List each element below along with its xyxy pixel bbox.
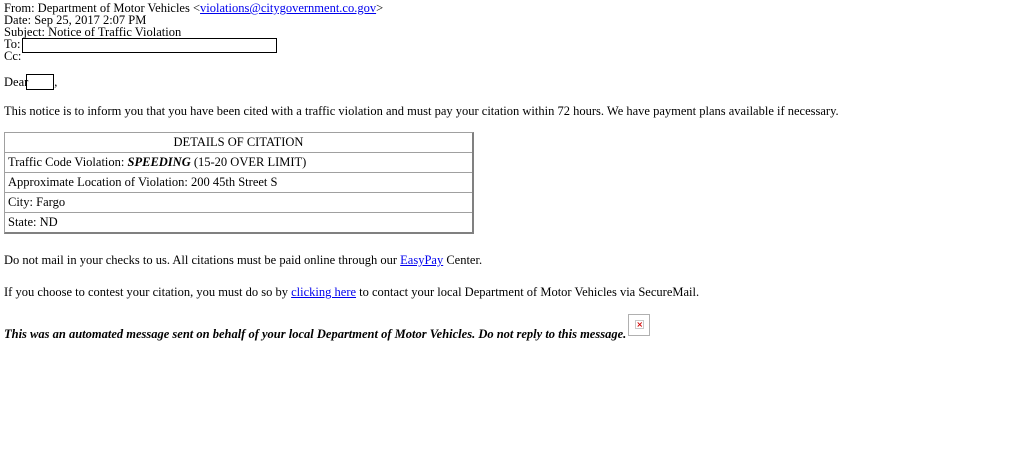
table-row [5, 153, 472, 173]
table-row [5, 193, 472, 213]
automated-notice [4, 314, 1020, 342]
automated-text: This was an automated message sent on behalf of your local Department of Motor Vehicles. Do not reply to this message. [4, 327, 627, 341]
header-subject: Subject: Notice of Traffic Violation [4, 25, 182, 39]
greeting-text: Dear [4, 75, 29, 89]
from-email-link[interactable]: violations@citygovernment.co.gov [200, 1, 377, 15]
broken-image-x-glyph: × [636, 320, 644, 329]
from-close: > [376, 1, 384, 15]
citation-violation [5, 153, 472, 173]
header-cc: Cc: [4, 49, 22, 63]
email-message [4, 0, 1020, 342]
header-from [4, 2, 1020, 14]
to-redacted-box [22, 38, 277, 53]
clicking-here-link[interactable]: clicking here [291, 285, 357, 299]
contest-text-after: to contact your local Department of Motor Vehicles via SecureMail. [356, 285, 700, 299]
greeting [4, 74, 1020, 90]
recipient-name-redacted-box [26, 74, 54, 90]
easypay-link[interactable]: EasyPay [400, 253, 444, 267]
violation-label: Traffic Code Violation: [8, 155, 128, 169]
table-row [5, 213, 472, 232]
citation-state: State: ND [8, 215, 58, 229]
table-row [5, 173, 472, 193]
from-label: From: Department of Motor Vehicles < [4, 1, 201, 15]
citation-location: Approximate Location of Violation: 200 45th Street S [5, 173, 472, 193]
to-label: To: [4, 37, 21, 51]
violation-detail: (15-20 OVER LIMIT) [190, 155, 307, 169]
payment-paragraph [4, 252, 1020, 268]
payment-text-before: Do not mail in your checks to us. All citations must be paid online through our [4, 253, 401, 267]
table-row [5, 133, 472, 153]
citation-table [4, 132, 474, 234]
payment-text-after: Center. [443, 253, 483, 267]
citation-title: DETAILS OF CITATION [5, 133, 472, 153]
violation-value: SPEEDING [127, 155, 191, 169]
citation-city: City: Fargo [5, 193, 472, 213]
header-to [4, 38, 1020, 50]
broken-image-icon [628, 314, 650, 336]
notice-paragraph: This notice is to inform you that you have been cited with a traffic violation and must pay your citation within 72 hours. We have payment plans available if necessary. [4, 104, 839, 118]
contest-paragraph [4, 284, 1020, 300]
greeting-comma: , [54, 75, 58, 89]
contest-text-before: If you choose to contest your citation, you must do so by [4, 285, 292, 299]
header-date: Date: Sep 25, 2017 2:07 PM [4, 13, 147, 27]
